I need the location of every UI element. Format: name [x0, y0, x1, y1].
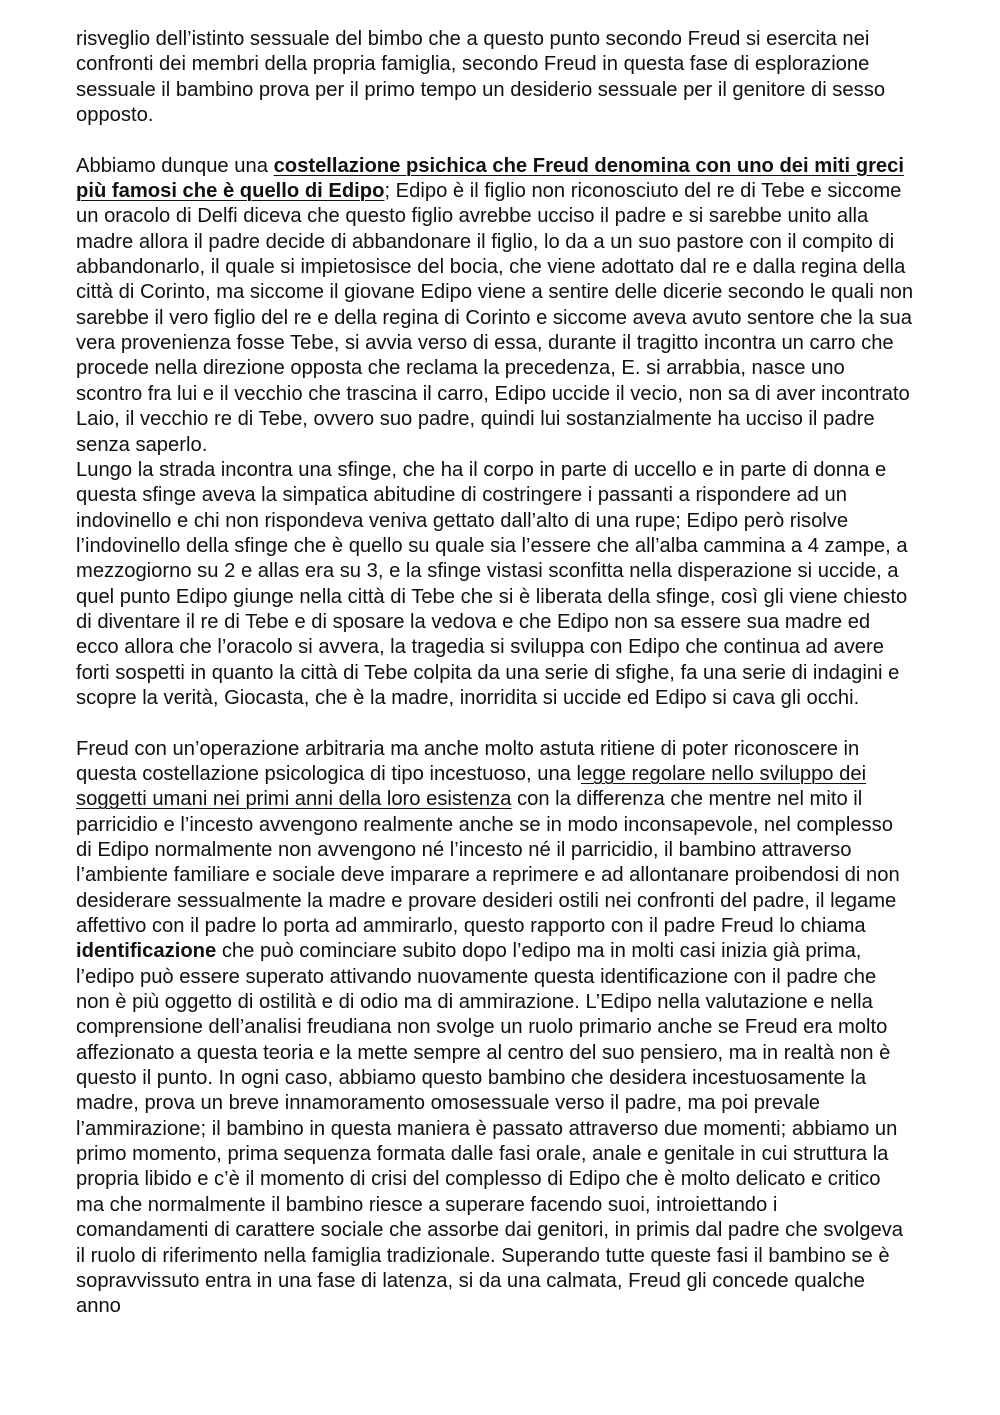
emphasized-phrase: costellazione psichica che Freud denomina con uno dei miti greci più famosi che è quello di Edipo [76, 154, 904, 203]
underlined-phrase: egge regolare nello sviluppo dei soggetti umani nei primi anni della loro esistenza [76, 762, 867, 811]
paragraph-text: risveglio dell’istinto sessuale del bimbo che a questo punto secondo Freud si esercita nei confronti dei membri della propria famiglia, secondo Freud in questa fase di esplorazione sessuale il bambino prova per il primo tempo un desiderio sessuale per il genitore di sesso opposto. [76, 28, 886, 127]
paragraph-text: ; Edipo è il figlio non riconosciuto del re di Tebe e siccome un oracolo di Delfi diceva che questo figlio avrebbe ucciso il padre e si sarebbe unito alla madre allora il padre decide di abbandonare il figlio, lo da a un suo pastore con il compito di abbandonarlo, il quale si impietosisce del bocia, che viene adottato dal re e dalla regina della città di Corinto, ma siccome il giovane Edipo viene a sentire delle dicerie secondo le quali non sarebbe il vero figlio del re e della regina di Corinto e siccome aveva avuto sentore che la sua vera provenienza fosse Tebe, si avvia verso di essa, durante il tragitto incontra un carro che procede nella direzione opposta che reclama la precedenza, E. si arrabbia, nasce uno scontro fra lui e il vecchio che trascina il carro, Edipo uccide il vecio, non sa di aver incontrato Laio, il vecchio re di Tebe, ovvero suo padre, quindi lui sostanzialmente ha ucciso il padre senza saperlo. [76, 180, 914, 456]
paragraph-text: Abbiamo dunque una [76, 154, 274, 177]
bold-term: identificazione [76, 940, 217, 963]
paragraph-text: Freud con un’operazione arbitraria ma anche molto astuta ritiene di poter riconoscere in questa costellazione psicologica di tipo incestuoso, una l [76, 737, 860, 785]
paragraph-sphinx [76, 458, 914, 711]
document-page [76, 27, 914, 1320]
paragraph-text: con la differenza che mentre nel mito il parricidio e l’incesto avvengono realmente anche se in modo inconsapevole, nel complesso di Edipo normalmente non avvengono né l’incesto né il parricidio, il bambino attraverso l’ambiente familiare e sociale deve imparare a reprimere e ad allontanare proibendosi di non desiderare sessualmente la madre e provare desideri ostili nei confronti del padre, il legame affettivo con il padre lo porta ad ammirarlo, questo rapporto con il padre Freud lo chiama [76, 788, 900, 938]
paragraph-oedipus-myth [76, 154, 914, 458]
paragraph-text: che può cominciare subito dopo l’edipo ma in molti casi inizia già prima, l’edipo può essere superato attivando nuovamente questa identificazione con il padre che non è più oggetto di ostilità e di odio ma di ammirazione. L’Edipo nella valutazione e nella comprensione dell’analisi freudiana non svolge un ruolo primario anche se Freud era molto affezionato a questa teoria e la mette sempre al centro del suo pensiero, ma in realtà non è questo il punto. In ogni caso, abbiamo questo bambino che desidera incestuosamente la madre, prova un breve innamoramento omosessuale verso il padre, ma poi prevale l’ammirazione; il bambino in questa maniera è passato attraverso due momenti; abbiamo un primo momento, prima sequenza formata dalle fasi orale, anale e genitale in cui struttura la propria libido e c’è il momento di crisi del complesso di Edipo che è molto delicato e critico ma che normalmente il bambino riesce a superare facendo suoi, introiettando i comandamenti di carattere sociale che assorbe dai genitori, in primis dal padre che svolgeva il ruolo di riferimento nella famiglia tradizionale. Superando tutte queste fasi il bambino se è sopravvissuto entra in una fase di latenza, si da una calmata, Freud gli concede qualche anno [76, 940, 904, 1318]
paragraph-intro [76, 27, 914, 128]
paragraph-freud-law [76, 737, 914, 1320]
paragraph-text: Lungo la strada incontra una sfinge, che ha il corpo in parte di uccello e in parte di donna e questa sfinge aveva la simpatica abitudine di costringere i passanti a rispondere ad un indovinello e chi non rispondeva veniva gettato dall’alto di una rupe; Edipo però risolve l’indovinello della sfinge che è quello su quale sia l’essere che all’alba cammina a 4 zampe, a mezzogiorno su 2 e allas era su 3, e la sfinge vistasi sconfitta nella disperazione si uccide, a quel punto Edipo giunge nella città di Tebe che si è liberata della sfinge, così gli viene chiesto di diventare il re di Tebe e di sposare la vedova e che Edipo non sa essere sua madre ed ecco allora che l’oracolo si avvera, la tragedia si sviluppa con Edipo che continua ad avere forti sospetti in quanto la città di Tebe colpita da una serie di sfighe, fa una serie di indagini e scopre la verità, Giocasta, che è la madre, inorridita si uccide ed Edipo si cava gli occhi. [76, 458, 908, 709]
